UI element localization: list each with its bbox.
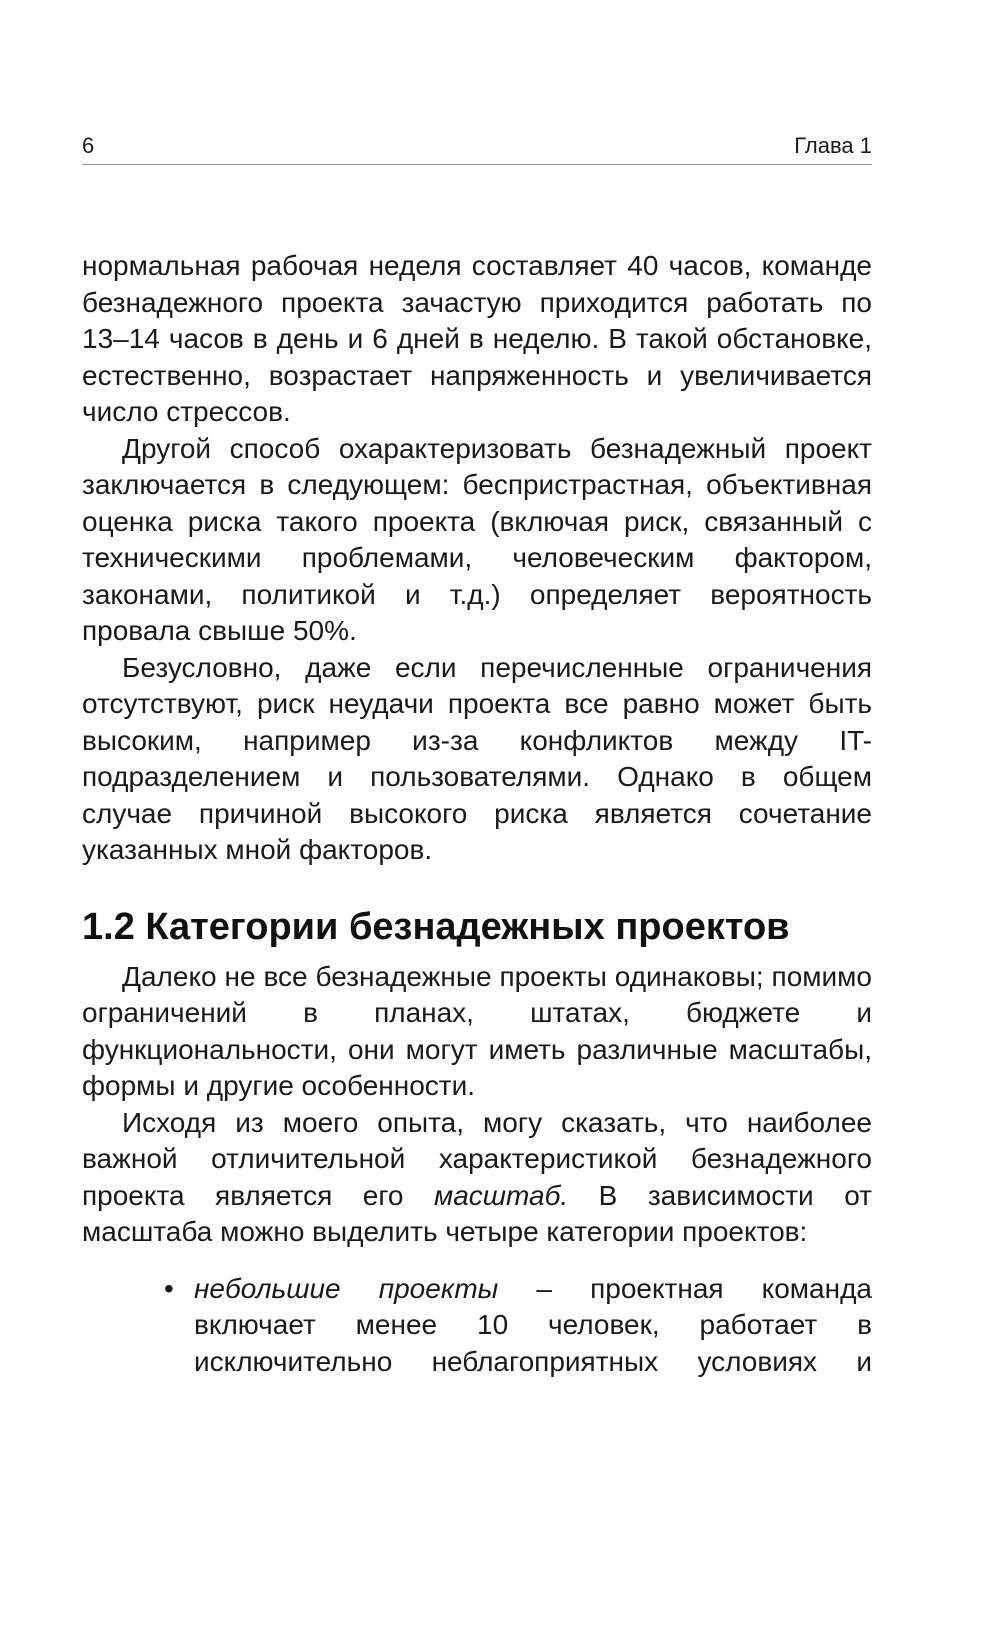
small-projects-description: – проектная команда включает менее 10 человек, работает в исключительно неблагоприятных условиях и [194, 1272, 872, 1377]
chapter-label: Глава 1 [794, 133, 872, 158]
list-item-small-projects [164, 1271, 872, 1381]
paragraph-project-scale [82, 1105, 872, 1251]
scale-text-before: Исходя из моего опыта, могу сказать, что наиболее важной отличительной характеристикой безнадежного проекта является его [82, 1106, 872, 1211]
body-text [82, 248, 872, 1380]
paragraph-project-differences: Далеко не все безнадежные проекты одинаковы; помимо ограничений в планах, штатах, бюджете и функциональности, они могут иметь различные масштабы, формы и другие особенности. [82, 960, 872, 1101]
scale-emphasis: масштаб. [434, 1179, 569, 1211]
paragraph-continuation: нормальная рабочая неделя составляет 40 часов, команде безнадежного проекта зачастую приходится работать по 13–14 часов в день и 6 дней в неделю. В такой обстановке, естественно, возрастает напряженность и увеличивается число стрессов. [82, 250, 872, 427]
book-page [82, 0, 872, 1625]
scale-text-after: В зависимости от масштаба можно выделить четыре категории проектов: [82, 1179, 872, 1247]
small-projects-term: небольшие проекты [194, 1272, 499, 1304]
running-header [82, 128, 872, 165]
paragraph-probability-definition: Другой способ охарактеризовать безнадежный проект заключается в следующем: беспристрастная, объективная оценка риска такого проекта (включая риск, связанный с техническими проблемами, человеческим фактором, законами, политикой и т.д.) определяет вероятность провала свыше 50%. [82, 432, 872, 646]
page-number: 6 [82, 133, 95, 158]
section-heading: 1.2 Категории безнадежных проектов [82, 905, 790, 948]
bullet-icon: • [164, 1272, 174, 1304]
paragraph-risk-factors: Безусловно, даже если перечисленные ограничения отсутствуют, риск неудачи проекта все равно может быть высоким, например из-за конфликтов между IT-подразделением и пользователями. Однако в общем случае причиной высокого риска является сочетание указанных мной факторов. [82, 651, 872, 865]
project-category-list [82, 1271, 872, 1381]
